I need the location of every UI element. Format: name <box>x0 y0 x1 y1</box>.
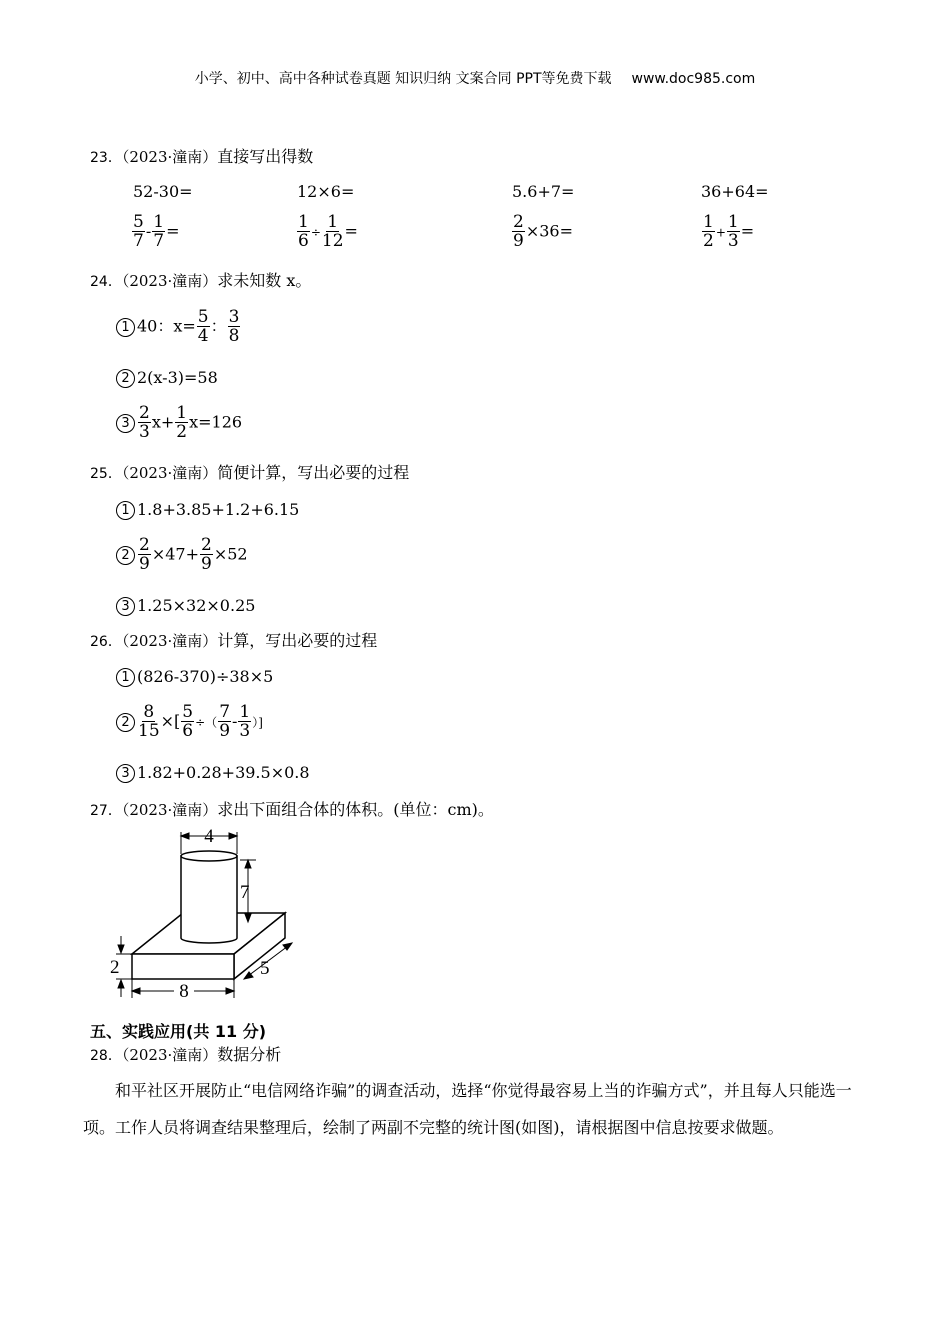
q25-item-2: 2 $\frac{2}{9}$ ×47+ $\frac{2}{9}$ ×52 <box>116 536 248 574</box>
fraction: $\frac{3}{8}$ <box>228 307 240 346</box>
question-source: （2023·潼南） <box>121 801 218 819</box>
question-title: 直接写出得数 <box>217 147 314 166</box>
question-number: 28． <box>90 1048 122 1064</box>
fraction: $\frac{1}{3}$ <box>727 212 739 251</box>
circled-number: 3 <box>116 764 135 783</box>
fraction: $\frac{2}{9}$ <box>139 535 150 574</box>
fraction: $\frac{1}{2}$ <box>176 403 188 442</box>
q25-item-3: 3 1.25×32×0.25 <box>116 595 255 617</box>
q24-item-2: 2 2(x-3)=58 <box>116 367 218 389</box>
question-number: 23． <box>90 150 122 166</box>
question-source: （2023·潼南） <box>121 1046 218 1064</box>
circled-number: 3 <box>116 414 135 433</box>
q23-title <box>90 146 313 169</box>
q25-title <box>90 462 409 485</box>
header-text: 小学、初中、高中各种试卷真题 知识归纳 文案合同 PPT等免费下载 <box>194 71 612 87</box>
circled-number: 1 <box>116 668 135 687</box>
question-number: 25． <box>90 466 122 482</box>
fraction: $\frac{7}{9}$ <box>219 702 231 741</box>
length-label: 8 <box>179 981 189 1002</box>
q26-item-2: 2 $\frac{8}{15}$ ×[ $\frac{5}{6}$ ÷（ $\frac{7}{9}$ - $\frac{1}{3}$ ）] <box>116 703 263 741</box>
q26-item-1: 1 (826-370)÷38×5 <box>116 666 273 688</box>
q24-title <box>90 270 311 293</box>
cylinder <box>181 851 237 943</box>
circled-number: 1 <box>116 318 135 337</box>
circled-number: 2 <box>116 369 135 388</box>
section-title: 五、实践应用(共 11 分) <box>90 1022 267 1041</box>
q23-expr-1: 52-30= <box>133 182 193 201</box>
question-title: 求未知数 x。 <box>217 271 312 290</box>
question-title: 计算，写出必要的过程 <box>217 631 378 650</box>
fraction: $\frac{1}{6}$ <box>298 212 309 251</box>
q23-expr-5: $\frac{5}{7}$ - $\frac{1}{7}$ = <box>133 212 180 251</box>
fraction: $\frac{2}{3}$ <box>139 403 150 442</box>
fraction: $\frac{2}{9}$ <box>513 212 524 251</box>
question-title: 求出下面组合体的体积。(单位：cm)。 <box>217 800 494 819</box>
composite-solid-figure <box>104 826 304 1006</box>
q28-paragraph: 和平社区开展防止“电信网络诈骗”的调查活动，选择“你觉得最容易上当的诈骗方式”，并且每人只能选一项。工作人员将调查结果整理后，绘制了两副不完整的统计图(如图)，请根据图中信息按要求做题。 <box>83 1081 852 1137</box>
q28-title <box>90 1044 281 1067</box>
q27-title <box>90 799 494 822</box>
circled-number: 3 <box>116 597 135 616</box>
width-label: 5 <box>260 958 270 979</box>
fraction: $\frac{2}{9}$ <box>201 535 212 574</box>
fraction: $\frac{1}{12}$ <box>321 212 344 251</box>
page-header <box>0 68 950 88</box>
q24-item-1: 1 40：x= $\frac{5}{4}$ ： $\frac{3}{8}$ <box>116 308 241 346</box>
fraction: $\frac{8}{15}$ <box>138 702 160 741</box>
q23-expr-7: $\frac{2}{9}$ ×36= <box>513 212 573 251</box>
fraction: $\frac{5}{6}$ <box>182 702 194 741</box>
header-url: www.doc985.com <box>631 71 756 87</box>
question-number: 26． <box>90 634 122 650</box>
cylinder-height-label: 7 <box>240 882 250 903</box>
base-height-label: 2 <box>110 957 120 978</box>
q24-item-3: 3 $\frac{2}{3}$ x+ $\frac{1}{2}$ x=126 <box>116 404 242 442</box>
q23-expr-4: 36+64= <box>701 182 769 201</box>
question-title: 数据分析 <box>217 1045 282 1064</box>
q23-expr-3: 5.6+7= <box>512 182 575 201</box>
circled-number: 1 <box>116 501 135 520</box>
fraction: $\frac{1}{2}$ <box>703 212 714 251</box>
question-source: （2023·潼南） <box>121 632 218 650</box>
q23-expr-2: 12×6= <box>297 182 355 201</box>
fraction: $\frac{5}{4}$ <box>197 307 209 346</box>
fraction: $\frac{5}{7}$ <box>133 212 144 251</box>
question-title: 简便计算，写出必要的过程 <box>217 463 410 482</box>
question-number: 24． <box>90 274 122 290</box>
fraction: $\frac{1}{3}$ <box>239 702 251 741</box>
q25-item-1: 1 1.8+3.85+1.2+6.15 <box>116 499 299 521</box>
question-number: 27． <box>90 803 122 819</box>
diameter-label: 4 <box>204 826 214 847</box>
question-source: （2023·潼南） <box>121 272 218 290</box>
q23-expr-6: $\frac{1}{6}$ ÷ $\frac{1}{12}$ = <box>298 212 358 251</box>
circled-number: 2 <box>116 713 135 732</box>
circled-number: 2 <box>116 546 135 565</box>
q23-expr-8: $\frac{1}{2}$ + $\frac{1}{3}$ = <box>703 212 755 251</box>
question-source: （2023·潼南） <box>121 148 218 166</box>
question-source: （2023·潼南） <box>121 464 218 482</box>
fraction: $\frac{1}{7}$ <box>153 212 165 251</box>
q26-title <box>90 630 377 653</box>
q26-item-3: 3 1.82+0.28+39.5×0.8 <box>116 762 310 784</box>
